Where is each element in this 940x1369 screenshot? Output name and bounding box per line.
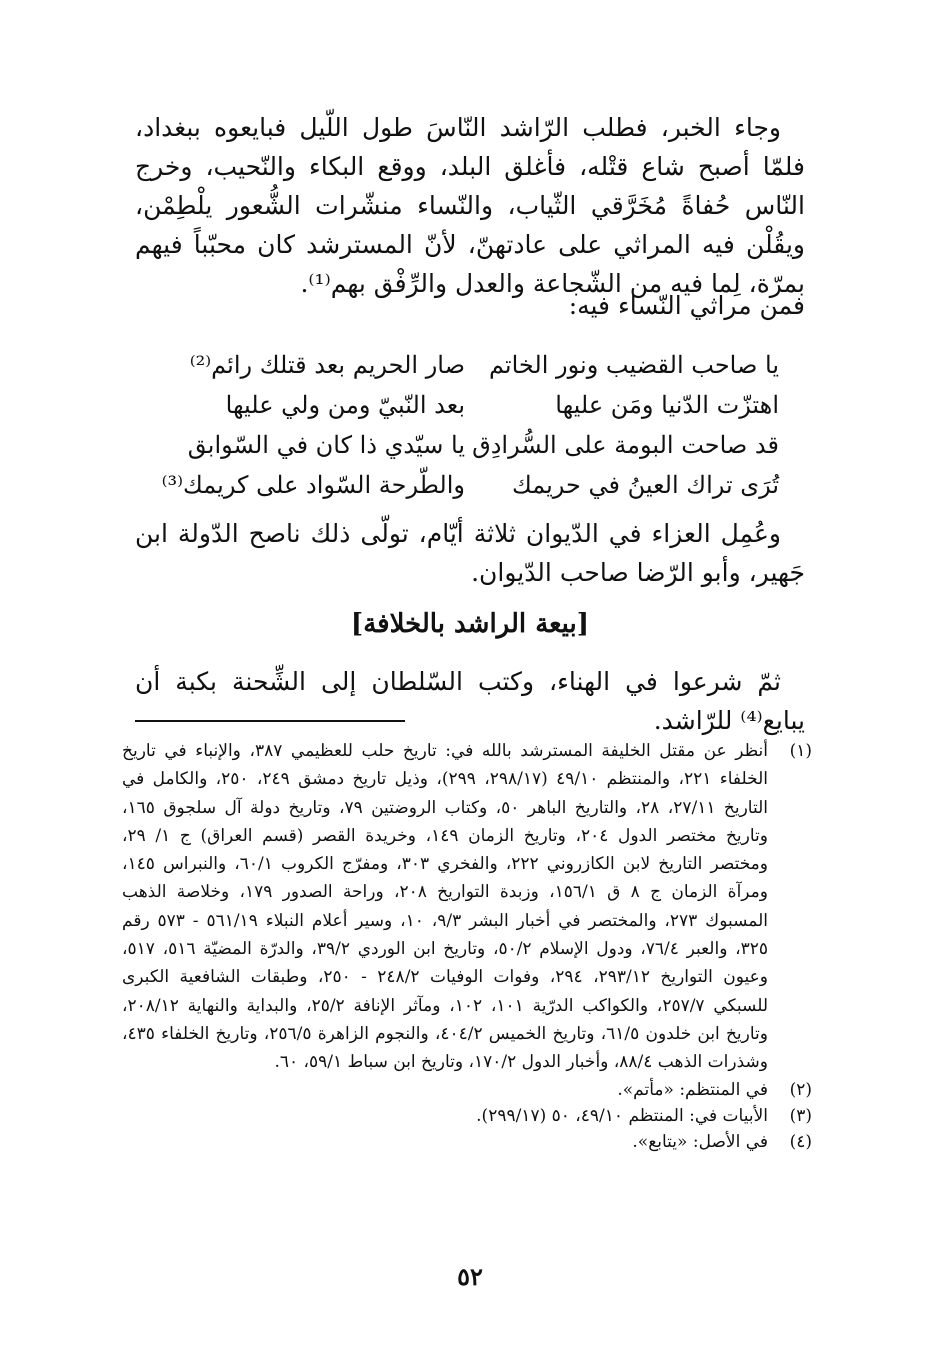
section-heading: [بيعة الراشد بالخلافة] [350,609,590,639]
footnote-text: في المنتظم: «مأتم». [617,1079,768,1100]
footnote [122,737,812,1077]
poem-verse [125,425,805,465]
footnotes [122,737,812,1155]
verse-second-hemistich: يا سيّدي ذا كان في السّوابق [187,431,465,459]
footnote-text: الأبيات في: المنتظم ٤٩/١٠، ٥٠ (٢٩٩/١٧). [476,1105,768,1126]
verse-second-hemistich: صار الحريم بعد قتلك رائم⁽²⁾ [189,351,465,379]
verse-second-hemistich: والطّرحة السّواد على كريمك⁽³⁾ [161,471,465,499]
body-paragraph: ثمّ شرعوا في الهناء، وكتب السّلطان إلى الشِّحنة بكبة أن يبايع⁽⁴⁾ للرّاشد. [135,667,805,735]
footnote-text: أنظر عن مقتل الخليفة المسترشد بالله في: تاريخ حلب للعظيمي ٣٨٧، والإنباء في تاريخ الخلفاء ٢٢١، والمنتظم ٤٩/١٠ (٢٩٨/١٧، ٢٩٩)، وذيل تاريخ دمشق ٢٤٩، ٢٥٠، والكامل في التاريخ ٢٧/١١، ٢٨، والتاريخ الباهر ٥٠، وكتاب الروضتين ٧٩، وتاريخ دولة آل سلجوق ١٦٥، وتاريخ مختصر الدول ٢٠٤، وتاريخ الزمان ١٤٩، وخريدة القصر (قسم العراق) ج ١/ ٢٩، ومختصر التاريخ لابن الكازروني ٢٢٢، والفخري ٣٠٣، ومفرّج الكروب ٦٠/١، والنبراس ١٤٥، ومرآة الزمان ج ٨ ق ١٥٦/١، وزبدة التواريخ ٢٠٨، وراحة الصدور ١٧٩، وخلاصة الذهب المسبوك ٢٧٣، والمختصر في أخبار البشر ٩/٣، ١٠، وسير أعلام النبلاء ٥٦١/١٩ - ٥٧٣ رقم ٣٢٥، والعبر ٧٦/٤، ودول الإسلام ٥٠/٢، وتاريخ ابن الوردي ٣٩/٢، والدرّة المضيّة ٥١٦، ٥١٧، وعيون التواريخ ٢٩٣/١٢، ٢٩٤، وفوات الوفيات ٢٤٨/٢ - ٢٥٠، وطبقات الشافعية الكبرى للسبكي ٢٥٧/٧، والكواكب الدرّية ١٠١، ١٠٢، ومآثر الإنافة ٢٥/٢، والبداية والنهاية ٢٠٨/١٢، وتاريخ ابن خلدون ٦١/٥، وتاريخ الخميس ٤٠٤/٢، والنجوم الزاهرة ٢٥٦/٥، وتاريخ الخلفاء ٤٣٥، وشذرات الذهب ٨٨/٤، وأخبار الدول ١٧٠/٢، وتاريخ ابن سباط ٥٩/١، ٦٠. [122,741,769,1073]
page-number: ٥٢ [457,1262,483,1291]
poem-verse [125,385,805,425]
body-paragraph: وعُمِل العزاء في الدّيوان ثلاثة أيّام، تولّى ذلك ناصح الدّولة ابن جَهير، وأبو الرّضا صاحب الدّيوان. [135,519,805,587]
verse-first-hemistich: قد صاحت البومة على السُّرادِق [472,431,779,459]
poem-verse [125,345,805,385]
body-paragraph: وجاء الخبر، فطلب الرّاشد النّاسَ طول اللّيل فبايعوه ببغداد، فلمّا أصبح شاع قتْله، فأغلق البلد، ووقع البكاء والنّحيب، وخرج النّاس حُفاةً مُخَرَّقي الثّياب، والنّساء منشّرات الشُّعور يلْطِمْن، ويقُلْن فيه المراثي على عادتهنّ، لأنّ المسترشد كان محبّباً فيهم بمرّة، لِما فيه من الشّجاعة والعدل والرِّفْق بهم⁽¹⁾. [135,113,805,298]
footnote-divider [135,720,405,722]
poem-verse [125,465,805,505]
verse-second-hemistich: بعد النّبيّ ومن ولي عليها [225,391,465,419]
poem-intro: فمن مراثي النّساء فيه: [568,291,805,320]
footnote-number: (٢) [789,1079,812,1100]
footnote [122,1103,812,1129]
footnote [122,1129,812,1155]
poem [125,345,805,505]
footnote [122,1077,812,1103]
footnote-number: (١) [789,741,812,761]
verse-first-hemistich: يا صاحب القضيب ونور الخاتم [488,351,779,379]
footnote-number: (٣) [789,1105,812,1126]
verse-first-hemistich: تُرَى تراك العينُ في حريمك [512,471,779,499]
footnote-text: في الأصل: «يتابع». [632,1131,768,1152]
footnote-number: (٤) [789,1131,812,1152]
verse-first-hemistich: اهتزّت الدّنيا ومَن عليها [555,391,779,419]
